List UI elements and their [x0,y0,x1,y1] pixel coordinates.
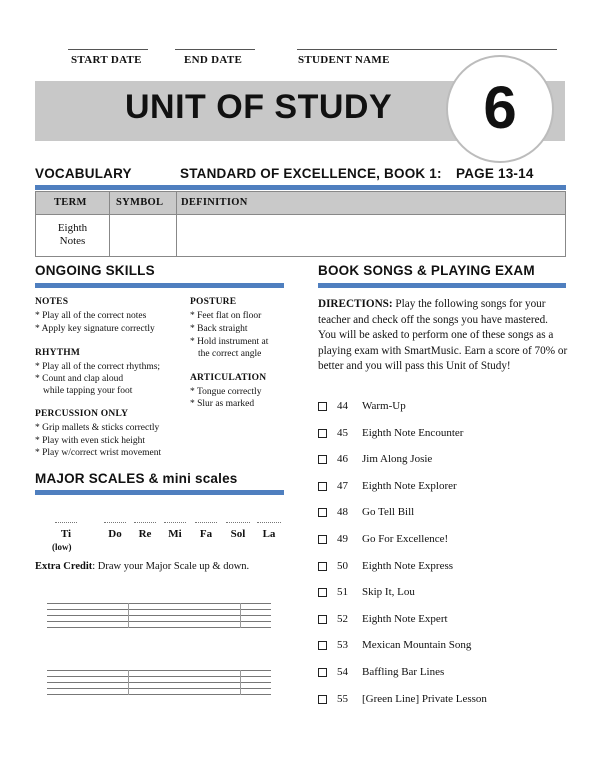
song-checkbox[interactable] [318,402,327,411]
skill-item: * Slur as marked [190,399,255,409]
song-checkbox[interactable] [318,668,327,677]
song-number: 51 [337,586,348,599]
staff-line [47,627,271,628]
scale-blank [226,522,250,523]
directions-text: Play the following songs for your teacher and check off the songs you have mastered. You will be asked to perform one of these songs as a playing exam with SmartMusic. Earn a score of 70% or better and you will pass this Unit of Study! [318,298,568,372]
scale-note: Ti [60,528,72,540]
staff-barline [240,670,241,695]
skill-item: * Back straight [190,324,248,334]
term-line: Eighth [57,222,88,234]
rhythm-subheading: RHYTHM [35,348,81,358]
song-number: 55 [337,692,348,705]
song-number: 50 [337,559,348,572]
song-title: Go For Excellence! [362,533,449,545]
song-title: Eighth Note Explorer [362,479,457,492]
skill-item: * Play all of the correct notes [35,311,147,321]
vocabulary-header-divider [36,214,565,215]
scale-blank [134,522,156,523]
student-name-line [297,49,557,50]
skill-item: * Play with even stick height [35,436,146,446]
end-date-line [175,49,255,50]
book-songs-bar [318,283,566,288]
song-number: 48 [337,506,348,519]
song-number: 54 [337,666,348,678]
vocabulary-table [35,191,566,257]
extra-credit-label: Extra Credit [35,561,93,572]
song-checkbox[interactable] [318,588,327,597]
song-title: Eighth Note Expert [362,612,448,625]
notes-subheading: NOTES [35,297,69,307]
directions-label: DIRECTIONS: [318,298,393,310]
scale-blank [257,522,281,523]
percussion-subheading: PERCUSSION ONLY [35,409,129,419]
skill-item: while tapping your foot [43,386,133,396]
scale-note: Do [108,528,122,540]
song-number: 52 [337,612,348,625]
song-number: 46 [337,453,348,466]
vocabulary-col-term: TERM [54,197,87,208]
scale-note: Re [138,528,152,540]
skill-item: * Grip mallets & sticks correctly [35,423,160,433]
staff-line [47,609,271,610]
articulation-subheading: ARTICULATION [190,373,267,383]
staff-barline [128,603,129,628]
scale-blank [195,522,217,523]
song-title: Go Tell Bill [362,506,415,519]
skill-item: * Hold instrument at [190,337,269,347]
song-number: 44 [337,400,348,412]
scale-blank [104,522,126,523]
vocabulary-heading: VOCABULARY [35,166,132,181]
song-number: 53 [337,639,348,652]
staff-barline [128,670,129,695]
skill-item: * Tongue correctly [190,387,262,397]
page-range-heading: PAGE 13-14 [456,166,534,181]
term-line: Notes [59,235,86,247]
vocabulary-term [36,222,109,248]
student-name-label: STUDENT NAME [298,54,390,66]
song-title: Eighth Note Encounter [362,426,464,439]
song-checkbox[interactable] [318,695,327,704]
vocabulary-col-definition: DEFINITION [181,197,248,208]
vocabulary-col-symbol: SYMBOL [116,197,164,208]
standard-heading: STANDARD OF EXCELLENCE, BOOK 1: [180,166,442,181]
song-title: Baffling Bar Lines [362,666,445,678]
book-songs-heading: BOOK SONGS & PLAYING EXAM [318,263,535,278]
skill-item: * Count and clap aloud [35,374,124,384]
start-date-label: START DATE [71,54,142,66]
start-date-line [68,49,148,50]
skill-item: * Apply key signature correctly [35,324,155,334]
song-checkbox[interactable] [318,429,327,438]
vocabulary-bar [35,185,566,190]
extra-credit [35,561,249,572]
scale-note: La [262,528,276,540]
scale-note: Sol [230,528,246,540]
song-number: 49 [337,533,348,545]
scale-blank [164,522,186,523]
staff-line [47,603,271,604]
song-checkbox[interactable] [318,615,327,624]
low-label: (low) [52,542,72,552]
scale-blank [55,522,77,523]
song-title: Mexican Mountain Song [362,639,472,652]
vocabulary-col-divider [109,192,110,256]
song-title: Jim Along Josie [362,453,433,466]
song-checkbox[interactable] [318,641,327,650]
song-title: [Green Line] Private Lesson [362,692,487,705]
song-title: Warm-Up [362,400,406,412]
extra-credit-text: : Draw your Major Scale up & down. [92,561,250,572]
song-number: 47 [337,479,348,492]
song-number: 45 [337,426,348,439]
skill-item: the correct angle [198,349,262,359]
song-checkbox[interactable] [318,562,327,571]
staff-line [47,676,271,677]
staff-line [47,615,271,616]
ongoing-skills-bar [35,283,284,288]
skill-item: * Play all of the correct rhythms; [35,362,161,372]
staff-line [47,688,271,689]
unit-number: 6 [483,74,517,141]
staff-line [47,621,271,622]
skill-item: * Play w/correct wrist movement [35,448,162,458]
scales-bar [35,490,284,495]
ongoing-skills-heading: ONGOING SKILLS [35,263,155,278]
song-title: Skip It, Lou [362,586,415,599]
scale-note: Fa [199,528,213,540]
song-title: Eighth Note Express [362,559,454,572]
song-checkbox[interactable] [318,508,327,517]
posture-subheading: POSTURE [190,297,237,307]
end-date-label: END DATE [184,54,243,66]
vocabulary-col-divider [176,192,177,256]
staff-line [47,670,271,671]
staff-line [47,682,271,683]
scale-note: Mi [168,528,182,540]
scales-heading: MAJOR SCALES & mini scales [35,471,238,486]
directions-paragraph [318,297,568,375]
page-title: UNIT OF STUDY [125,88,393,126]
song-checkbox[interactable] [318,455,327,464]
skill-item: * Feet flat on floor [190,311,262,321]
staff-barline [240,603,241,628]
song-checkbox[interactable] [318,482,327,491]
song-checkbox[interactable] [318,535,327,544]
staff-line [47,694,271,695]
